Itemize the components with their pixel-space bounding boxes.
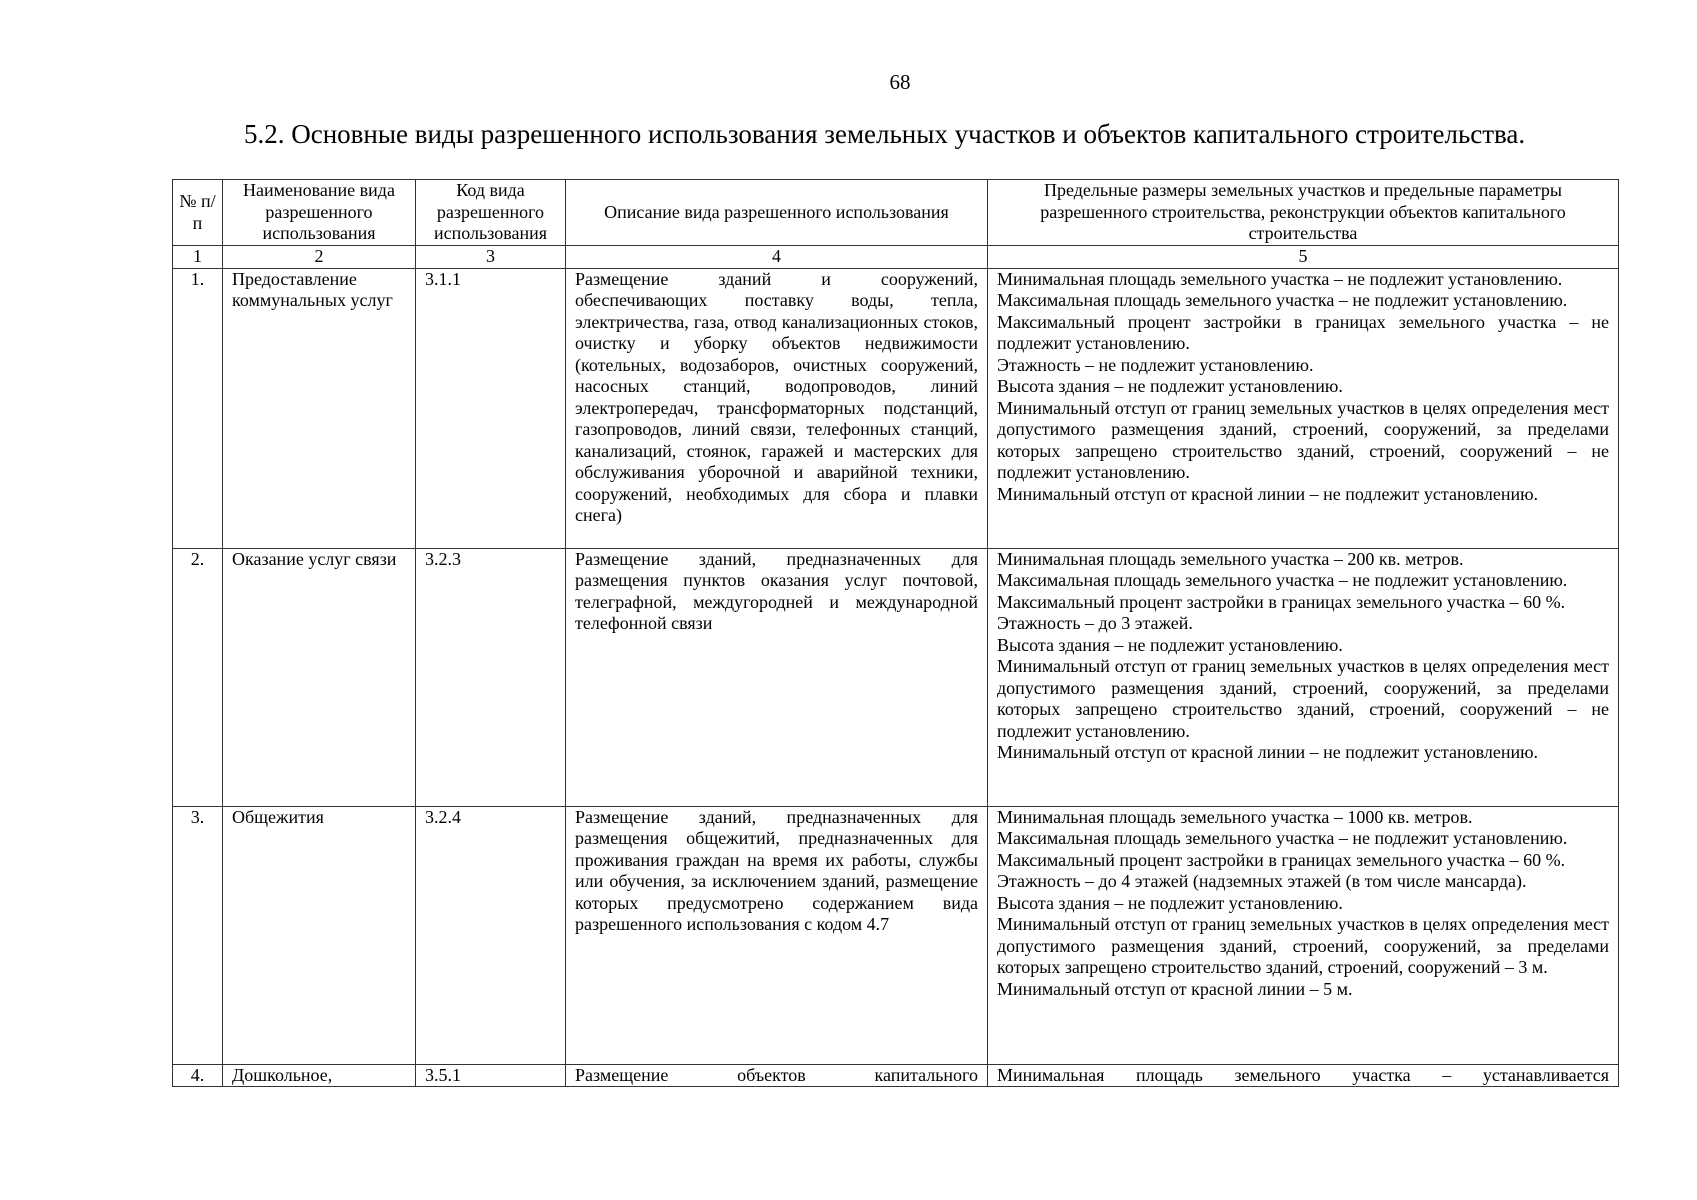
- header-code: Код вида разрешенного использования: [416, 180, 566, 246]
- use-name: Дошкольное,: [223, 1064, 416, 1087]
- parameter-line: Высота здания – не подлежит установлению.: [997, 376, 1343, 396]
- parameter-line: Максимальный процент застройки в границах земельного участка – 60 %.: [997, 849, 1566, 870]
- row-number: 3.: [173, 806, 223, 1064]
- parameter-line: Минимальный отступ от границ земельных участков в целях определения мест допустимого размещения зданий, строений, сооружений, за пределами которых запрещено строительство зданий, строений, сооружений – не подлежит установлению.: [997, 656, 1609, 741]
- land-use-table: [172, 179, 1619, 1087]
- column-number: 1: [173, 246, 223, 269]
- parameter-line: Минимальная площадь земельного участка – не подлежит установлению.: [997, 268, 1563, 289]
- parameter-line: Минимальная площадь земельного участка – 1000 кв. метров.: [997, 806, 1473, 827]
- parameter-line: Этажность – не подлежит установлению.: [997, 354, 1314, 375]
- column-number-row: [173, 246, 1619, 269]
- use-parameters: [988, 1064, 1619, 1087]
- parameter-line: Этажность – до 3 этажей.: [997, 613, 1193, 633]
- use-description: Размещение зданий, предназначенных для размещения пунктов оказания услуг почтовой, телеграфной, междугородней и международной телефонной связи: [566, 548, 988, 806]
- use-description: Размещение зданий, предназначенных для размещения общежитий, предназначенных для проживания граждан на время их работы, службы или обучения, за исключением зданий, размещение которых предусмотрено содержанием вида разрешенного использования с кодом 4.7: [566, 806, 988, 1064]
- use-description: Размещение зданий и сооружений, обеспечивающих поставку воды, тепла, электричества, газа, отвод канализационных стоков, очистку и уборку объектов недвижимости (котельных, водозаборов, очистных сооружений, насосных станций, водопроводов, линий электропередач, трансформаторных подстанций, газопроводов, линий связи, телефонных станций, канализаций, стоянок, гаражей и мастерских для обслуживания уборочной и аварийной техники, сооружений, необходимых для сбора и плавки снега): [566, 268, 988, 548]
- parameter-line: Максимальная площадь земельного участка – не подлежит установлению.: [997, 828, 1568, 848]
- parameter-line: Минимальный отступ от красной линии – не подлежит установлению.: [997, 483, 1539, 504]
- row-number: 2.: [173, 548, 223, 806]
- use-code: 3.2.4: [416, 806, 566, 1064]
- parameter-line: Минимальный отступ от границ земельных участков в целях определения мест допустимого размещения зданий, строений, сооружений, за пределами которых запрещено строительство зданий, строений, сооружений – 3 м.: [997, 914, 1609, 977]
- table-header-row: [173, 180, 1619, 246]
- row-number: 1.: [173, 268, 223, 548]
- column-number: 5: [988, 246, 1619, 269]
- header-description: Описание вида разрешенного использования: [566, 180, 988, 246]
- parameter-line: Минимальная площадь земельного участка – 200 кв. метров.: [997, 548, 1464, 569]
- table-row: [173, 268, 1619, 548]
- use-code: 3.2.3: [416, 548, 566, 806]
- table-row: [173, 806, 1619, 1064]
- parameter-line: Максимальный процент застройки в границах земельного участка – не подлежит установлению.: [997, 311, 1609, 353]
- use-parameters: [988, 806, 1619, 1064]
- use-code: 3.5.1: [416, 1064, 566, 1087]
- column-number: 2: [223, 246, 416, 269]
- header-name: Наименование вида разрешенного использования: [223, 180, 416, 246]
- parameter-line: Высота здания – не подлежит установлению.: [997, 892, 1343, 913]
- parameter-line: Минимальная площадь земельного участка – устанавливается: [997, 1064, 1609, 1085]
- use-code: 3.1.1: [416, 268, 566, 548]
- column-number: 4: [566, 246, 988, 269]
- page-number: 68: [889, 70, 911, 94]
- parameter-line: Минимальный отступ от красной линии – не подлежит установлению.: [997, 742, 1539, 762]
- use-name: Оказание услуг связи: [223, 548, 416, 806]
- header-parameters: Предельные размеры земельных участков и предельные параметры разрешенного строительства, реконструкции объектов капитального строительства: [988, 180, 1619, 246]
- parameter-line: Максимальная площадь земельного участка – не подлежит установлению.: [997, 570, 1568, 590]
- parameter-line: Минимальный отступ от красной линии – 5 м.: [997, 978, 1353, 999]
- column-number: 3: [416, 246, 566, 269]
- parameter-line: Максимальная площадь земельного участка – не подлежит установлению.: [997, 290, 1568, 310]
- use-parameters: [988, 548, 1619, 806]
- parameter-line: Высота здания – не подлежит установлению.: [997, 634, 1343, 655]
- use-parameters: [988, 268, 1619, 548]
- use-name: Предоставление коммунальных услуг: [223, 268, 416, 548]
- parameter-line: Минимальный отступ от границ земельных участков в целях определения мест допустимого размещения зданий, строений, сооружений, за пределами которых запрещено строительство зданий, строений, сооружений – не подлежит установлению.: [997, 397, 1609, 482]
- row-number: 4.: [173, 1064, 223, 1087]
- table-row: [173, 1064, 1619, 1087]
- use-description: Размещение объектов капитального: [566, 1064, 988, 1087]
- use-name: Общежития: [223, 806, 416, 1064]
- section-title: 5.2. Основные виды разрешенного использования земельных участков и объектов капитального строительства.: [244, 119, 1526, 149]
- table-row: [173, 548, 1619, 806]
- header-number: № п/п: [173, 180, 223, 246]
- parameter-line: Этажность – до 4 этажей (надземных этажей (в том числе мансарда).: [997, 871, 1527, 891]
- parameter-line: Максимальный процент застройки в границах земельного участка – 60 %.: [997, 591, 1566, 612]
